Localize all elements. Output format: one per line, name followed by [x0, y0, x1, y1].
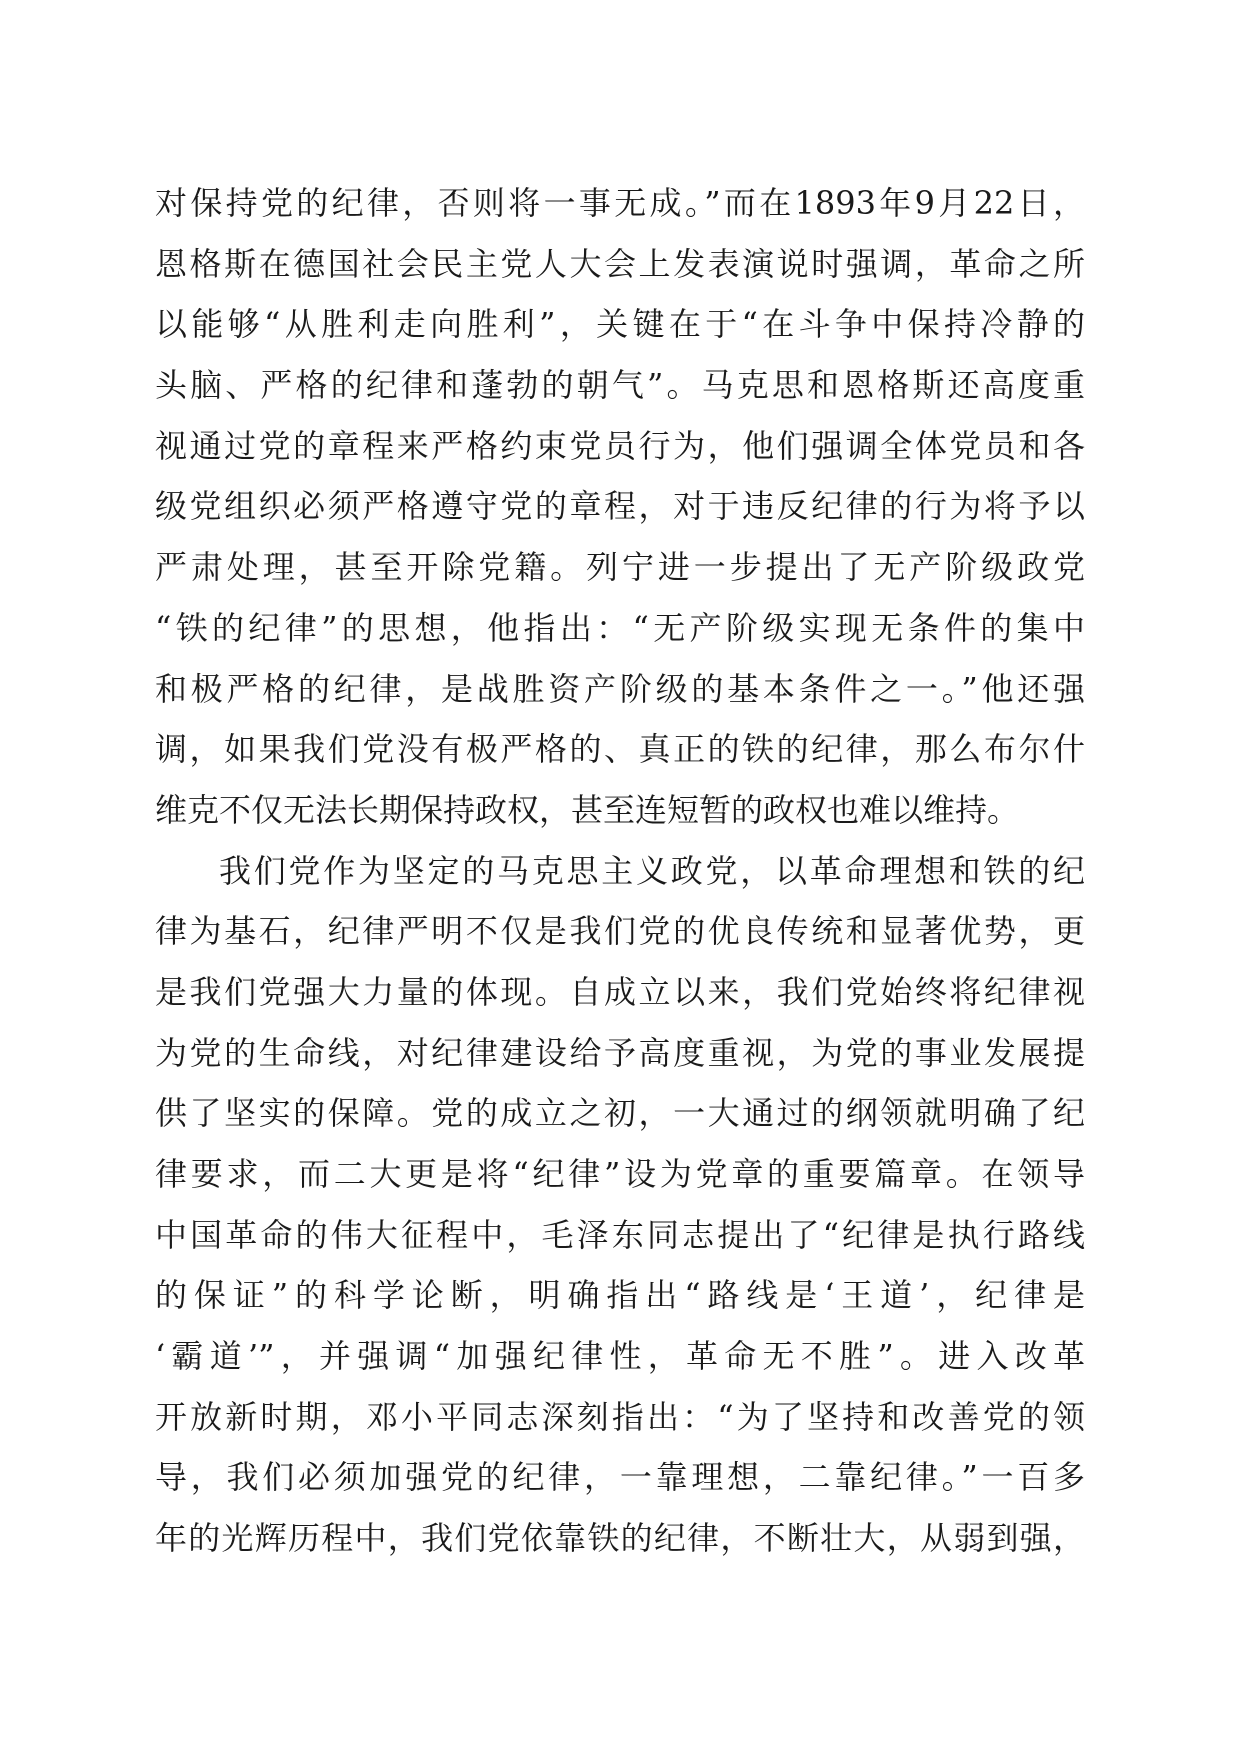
text-line: 是我们党强大力量的体现。自成立以来，我们党始终将纪律视 — [155, 972, 1085, 1011]
text-line: 供了坚实的保障。党的成立之初，一大通过的纲领就明确了纪 — [155, 1094, 1085, 1133]
text-line: 年的光辉历程中，我们党依靠铁的纪律，不断壮大，从弱到强， — [155, 1519, 1085, 1558]
text-line: 以能够“从胜利走向胜利”，关键在于“在斗争中保持冷静的 — [155, 305, 1085, 344]
paragraph-end-line: 维克不仅无法长期保持政权，甚至连短暂的政权也难以维持。 — [155, 790, 1020, 829]
text-line: “铁的纪律”的思想，他指出：“无产阶级实现无条件的集中 — [155, 608, 1085, 647]
text-line: 级党组织必须严格遵守党的章程，对于违反纪律的行为将予以 — [155, 487, 1085, 526]
text-line: 律要求，而二大更是将“纪律”设为党章的重要篇章。在领导 — [155, 1155, 1085, 1193]
text-line: 恩格斯在德国社会民主党人大会上发表演说时强调，革命之所 — [155, 244, 1085, 283]
body-text — [155, 173, 1085, 1569]
text-line: 导，我们必须加强党的纪律，一靠理想，二靠纪律。”一百多 — [155, 1458, 1085, 1497]
paragraph-start-line: 我们党作为坚定的马克思主义政党，以革命理想和铁的纪 — [219, 851, 1085, 890]
text-line: 严肃处理，甚至开除党籍。列宁进一步提出了无产阶级政党 — [155, 548, 1085, 587]
text-line: 视通过党的章程来严格约束党员行为，他们强调全体党员和各 — [155, 426, 1085, 465]
text-line: 对保持党的纪律，否则将一事无成。”而在1893年9月22日， — [155, 184, 1085, 222]
text-line: 调，如果我们党没有极严格的、真正的铁的纪律，那么布尔什 — [155, 730, 1085, 769]
text-line: 律为基石，纪律严明不仅是我们党的优良传统和显著优势，更 — [155, 912, 1085, 951]
text-line: ‘霸道’”，并强调“加强纪律性，革命无不胜”。进入改革 — [155, 1337, 1085, 1376]
text-line: 为党的生命线，对纪律建设给予高度重视，为党的事业发展提 — [155, 1033, 1085, 1072]
text-line: 开放新时期，邓小平同志深刻指出：“为了坚持和改善党的领 — [155, 1397, 1085, 1436]
text-line: 中国革命的伟大征程中，毛泽东同志提出了“纪律是执行路线 — [155, 1215, 1085, 1254]
text-line: 和极严格的纪律，是战胜资产阶级的基本条件之一。”他还强 — [155, 669, 1085, 708]
text-line: 头脑、严格的纪律和蓬勃的朝气”。马克思和恩格斯还高度重 — [155, 366, 1085, 405]
text-line: 的保证”的科学论断，明确指出“路线是‘王道’，纪律是 — [155, 1276, 1085, 1315]
